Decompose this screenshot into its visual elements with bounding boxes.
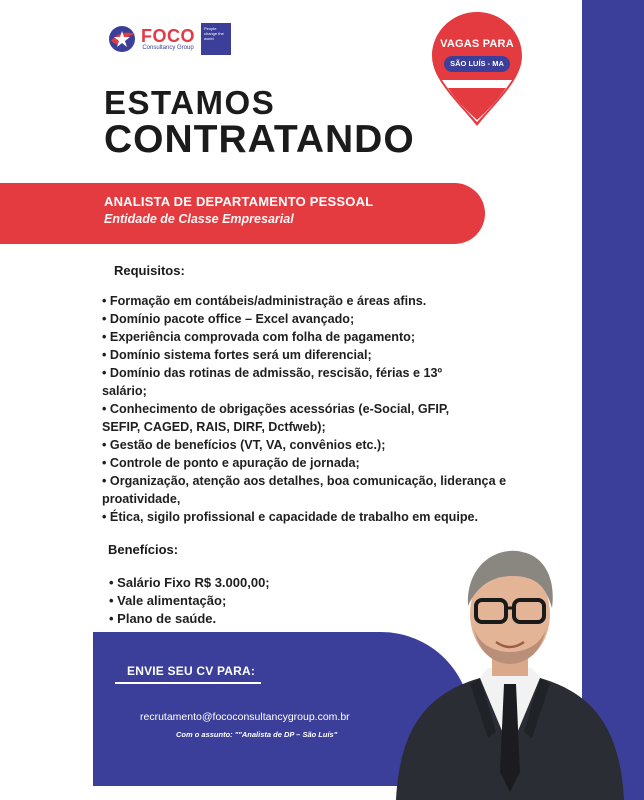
pin-city-label: SÃO LUÍS - MA [444, 56, 510, 72]
requirements-heading: Requisitos: [114, 263, 185, 278]
pin-title: VAGAS PARA [440, 38, 514, 50]
logo-wordmark: FOCO [141, 25, 195, 46]
logo-tagline: People change the world [201, 23, 231, 55]
recruiter-photo [392, 532, 628, 800]
logo-star-icon [107, 24, 137, 54]
headline-line-1: ESTAMOS [104, 84, 276, 121]
list-item: • Domínio pacote office – Excel avançado; [102, 310, 572, 328]
list-item: • Ética, sigilo profissional e capacidade de trabalho em equipe. [102, 508, 572, 526]
cv-underline [115, 682, 261, 684]
list-item: • Gestão de benefícios (VT, VA, convênios etc.); [102, 436, 572, 454]
list-item: • Experiência comprovada com folha de pagamento; [102, 328, 572, 346]
cv-email-link[interactable]: recrutamento@fococonsultancygroup.com.br [140, 711, 350, 723]
headline [104, 86, 415, 160]
list-item: • Formação em contábeis/administração e áreas afins. [102, 292, 572, 310]
company-logo [107, 22, 231, 56]
list-item: • Organização, atenção aos detalhes, boa comunicação, liderança e proatividade, [102, 472, 522, 508]
benefits-list [109, 574, 270, 628]
location-pin-badge [428, 10, 526, 128]
job-entity: Entidade de Classe Empresarial [104, 212, 294, 226]
benefits-heading: Benefícios: [108, 542, 179, 557]
logo-subtitle: Consultancy Group [142, 44, 194, 51]
cv-subject-note: Com o assunto: ""Analista de DP – São Luís" [176, 730, 338, 739]
headline-line-2: CONTRATANDO [104, 118, 415, 161]
list-item: • Domínio das rotinas de admissão, rescisão, férias e 13º salário; [102, 364, 462, 400]
cv-heading: ENVIE SEU CV PARA: [127, 664, 256, 678]
requirements-list [102, 292, 572, 526]
list-item: • Salário Fixo R$ 3.000,00; [109, 574, 270, 592]
list-item: • Controle de ponto e apuração de jornada; [102, 454, 572, 472]
job-banner [0, 183, 485, 244]
list-item: • Domínio sistema fortes será um diferencial; [102, 346, 572, 364]
list-item: • Plano de saúde. [109, 610, 270, 628]
list-item: • Vale alimentação; [109, 592, 270, 610]
list-item: • Conhecimento de obrigações acessórias (e-Social, GFIP, SEFIP, CAGED, RAIS, DIRF, Dctfweb); [102, 400, 482, 436]
job-title: ANALISTA DE DEPARTAMENTO PESSOAL [104, 194, 374, 209]
